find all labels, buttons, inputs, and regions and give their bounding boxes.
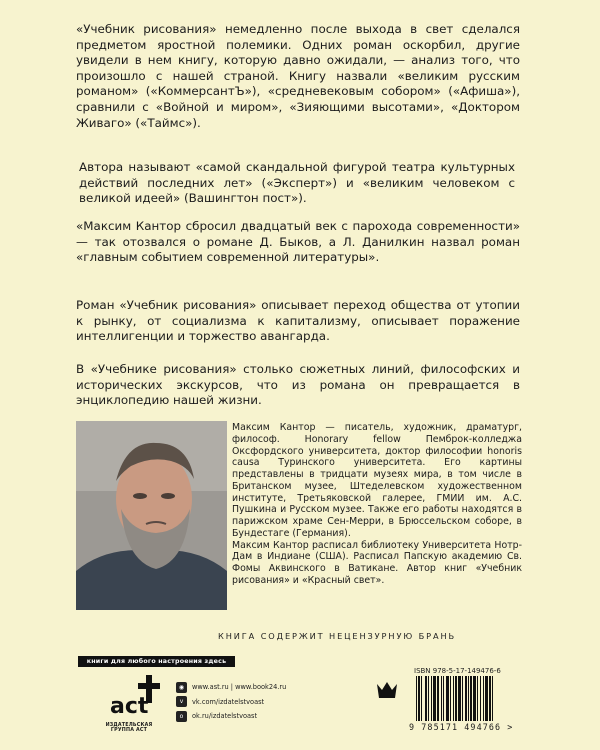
barcode-bar: [421, 676, 422, 721]
ok-row: [176, 709, 286, 724]
barcode-bar: [425, 676, 427, 721]
ast-logo: [106, 673, 166, 723]
barcode-bar: [416, 676, 417, 721]
barcode-bar: [485, 676, 488, 721]
ok-icon: o: [176, 711, 187, 722]
author-bio: [232, 422, 522, 587]
intro-paragraph: «Учебник рисования» немедленно после выхода в свет сделался предметом яростной полемики. Одних роман оскорбил, другие увидели в нем книгу, которую давно ожидали, — анализ того, что произошло с нашей страной. Книгу назвали «великим русским романом» («КоммерсантЪ»), «средневековым собором» («Афиша»), сравнили с «Войной и миром», «Зияющими высотами», «Доктором Живаго» («Таймс»).: [76, 22, 520, 130]
ast-logo-text: act: [110, 694, 149, 719]
bio-paragraph: Максим Кантор расписал библиотеку Университета Нотр-Дам в Индиане (США). Расписал Папскую академию Св. Фомы Аквинского в Ватикане. Автор книг «Учебник рисования» и «Красный свет».: [232, 539, 522, 586]
ok-link[interactable]: ok.ru/izdatelstvoast: [192, 712, 258, 720]
profanity-warning: КНИГА СОДЕРЖИТ НЕЦЕНЗУРНУЮ БРАНЬ: [218, 631, 457, 641]
barcode-bar: [428, 676, 429, 721]
vk-row: [176, 695, 286, 710]
critics-paragraph: «Максим Кантор сбросил двадцатый век с парохода современности» — так отозвался о романе Д. Быков, а Л. Данилкин назвал роман «главным событием современной литературы».: [76, 219, 520, 265]
barcode-bar: [455, 676, 457, 721]
isbn-label: ISBN 978-5-17-149476-6: [414, 667, 501, 675]
site-links[interactable]: www.ast.ru | www.book24.ru: [192, 683, 287, 691]
barcode-bar: [441, 676, 442, 721]
site-row: [176, 680, 286, 695]
barcode-bar: [465, 676, 467, 721]
barcode-bar: [473, 676, 476, 721]
barcode-digits: 9 785171 494766 >: [409, 722, 514, 732]
slogan-bar: книги для любого настроения здесь: [78, 656, 235, 667]
barcode-bar: [483, 676, 484, 721]
barcode-bar: [477, 676, 478, 721]
crown-icon: [375, 680, 399, 700]
author-quote-paragraph: Автора называют «самой скандальной фигурой театра культурных действий последних лет» («Эксперт») и «великим человеком с великой идеей» (Вашингтон пост»).: [79, 160, 515, 206]
globe-icon: ◉: [176, 682, 187, 693]
barcode-bar: [437, 676, 439, 721]
barcode-bar: [489, 676, 491, 721]
barcode-bar: [492, 676, 493, 721]
barcode-bar: [453, 676, 454, 721]
barcode-bar: [458, 676, 461, 721]
barcode-bar: [431, 676, 432, 721]
barcode-bar: [470, 676, 472, 721]
encyclopedia-paragraph: В «Учебнике рисования» столько сюжетных линий, философских и исторических экскурсов, что из романа он превращается в энциклопедию нашей жизни.: [76, 362, 520, 408]
barcode-bar: [446, 676, 449, 721]
author-photo: [76, 421, 227, 610]
contacts-block: [176, 680, 286, 724]
barcode-bar: [462, 676, 463, 721]
barcode-bar: [433, 676, 436, 721]
barcode: [414, 676, 524, 721]
bio-paragraph: Максим Кантор — писатель, художник, драматург, философ. Honorary fellow Пемброк-колледжа Оксфордского университета, доктор философии honoris causa Туринского университета. Его картины представлены в тридцати музеях мира, в том числе в Британском музее, Штеделевском художественном институте, Третьяковской галерее, ГМИИ им. А.С. Пушкина и Русском музее. Также его работы находятся в парижском храме Сен-Мерри, в Брюссельском соборе, в Бундестаге (Германия).: [232, 422, 522, 539]
publisher-label: ИЗДАТЕЛЬСКАЯ ГРУППА АСТ: [105, 723, 153, 733]
barcode-bar: [468, 676, 469, 721]
barcode-bar: [480, 676, 481, 721]
barcode-bar: [443, 676, 444, 721]
vk-icon: v: [176, 696, 187, 707]
barcode-bar: [450, 676, 451, 721]
vk-link[interactable]: vk.com/izdatelstvoast: [192, 697, 265, 706]
barcode-bar: [418, 676, 420, 721]
summary-paragraph: Роман «Учебник рисования» описывает переход общества от утопии к рынку, от социализма к капитализму, описывает поражение интеллигенции и торжество авангарда.: [76, 298, 520, 344]
